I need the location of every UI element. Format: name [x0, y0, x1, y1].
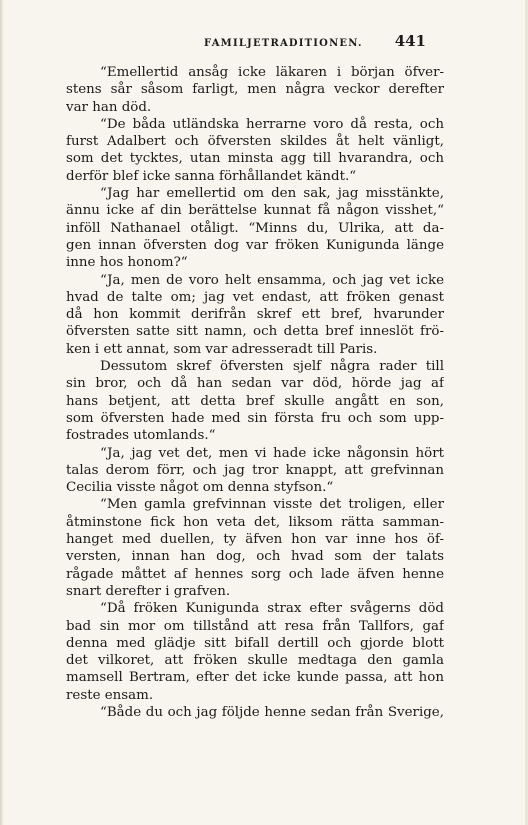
text-line: hvad de talte om; jag vet endast, att fröken genast	[66, 289, 444, 305]
text-line: snart derefter i grafven.	[66, 583, 231, 599]
text-line: fostrades utomlands.“	[66, 428, 216, 444]
body-text	[66, 64, 444, 721]
text-line: inne hos honom?“	[66, 255, 188, 271]
text-line: reste ensam.	[66, 687, 154, 703]
text-line: sin bror, och då han sedan var död, hörde jag af	[66, 376, 444, 392]
text-line: åtminstone fick hon veta det, liksom rätta samman-	[66, 514, 444, 530]
text-line: talas derom förr, och jag tror knappt, att grefvinnan	[66, 462, 444, 478]
text-line: ken i ett annat, som var adresseradt till Paris.	[66, 341, 378, 357]
page-header	[96, 34, 426, 54]
text-line: hanget med duellen, ty äfven hon var inne hos öf-	[66, 532, 444, 548]
text-line: denna med glädje sitt bifall dertill och gjorde blott	[66, 635, 444, 651]
text-line: var han död.	[66, 99, 152, 115]
text-line: rågade måttet af hennes sorg och lade äfven henne	[66, 566, 444, 582]
text-line: “Men gamla grefvinnan visste det troligen, eller	[100, 497, 444, 513]
page-number: 441	[394, 32, 426, 50]
text-line: “Jag har emellertid om den sak, jag misstänkte,	[100, 186, 444, 202]
text-line: ännu icke af din berättelse kunnat få någon visshet,“	[66, 203, 444, 219]
text-line: hans betjent, att detta bref skulle angått en son,	[66, 393, 444, 409]
text-line: bad sin mor om tillstånd att resa från Tallfors, gaf	[66, 618, 444, 634]
text-line: furst Adalbert och öfversten skildes åt helt vänligt,	[66, 134, 444, 150]
text-line: “Ja, men de voro helt ensamma, och jag vet icke	[100, 272, 444, 288]
text-line: “De båda utländska herrarne voro då resta, och	[100, 116, 444, 132]
text-line: som det tycktes, utan minsta agg till hvarandra, och	[66, 151, 444, 167]
text-line: inföll Nathanael otåligt. “Minns du, Ulrika, att da-	[66, 220, 444, 236]
page-gutter-shadow	[0, 0, 4, 825]
text-line: derför blef icke sanna förhållandet kändt.“	[66, 168, 357, 184]
text-line: “Ja, jag vet det, men vi hade icke någonsin hört	[100, 445, 444, 461]
text-line: “Emellertid ansåg icke läkaren i början öfver-	[100, 65, 444, 80]
running-title: FAMILJETRADITIONEN.	[204, 38, 363, 49]
text-line: versten, innan han dog, och hvad som der talats	[66, 549, 444, 565]
text-line: det vilkoret, att fröken skulle medtaga den gamla	[66, 653, 444, 669]
text-line: öfversten satte sitt namn, och detta bref inneslöt frö-	[66, 324, 444, 340]
text-line: som öfversten hade med sin första fru och som upp-	[66, 410, 444, 426]
text-line: “Då fröken Kunigunda strax efter svågerns död	[100, 601, 444, 617]
text-line: gen innan öfversten dog var fröken Kunigunda länge	[66, 237, 444, 253]
text-line: då hon kommit derifrån skref ett bref, hvarunder	[66, 307, 444, 323]
text-line: “Både du och jag följde henne sedan från Sverige,	[100, 704, 444, 720]
text-line: stens sår såsom farligt, men några veckor derefter	[66, 82, 444, 98]
text-line: mamsell Bertram, efter det icke kunde passa, att hon	[66, 670, 444, 686]
text-line: Cecilia visste något om denna styfson.“	[66, 480, 334, 496]
text-line: Dessutom skref öfversten sjelf några rader till	[100, 359, 444, 375]
